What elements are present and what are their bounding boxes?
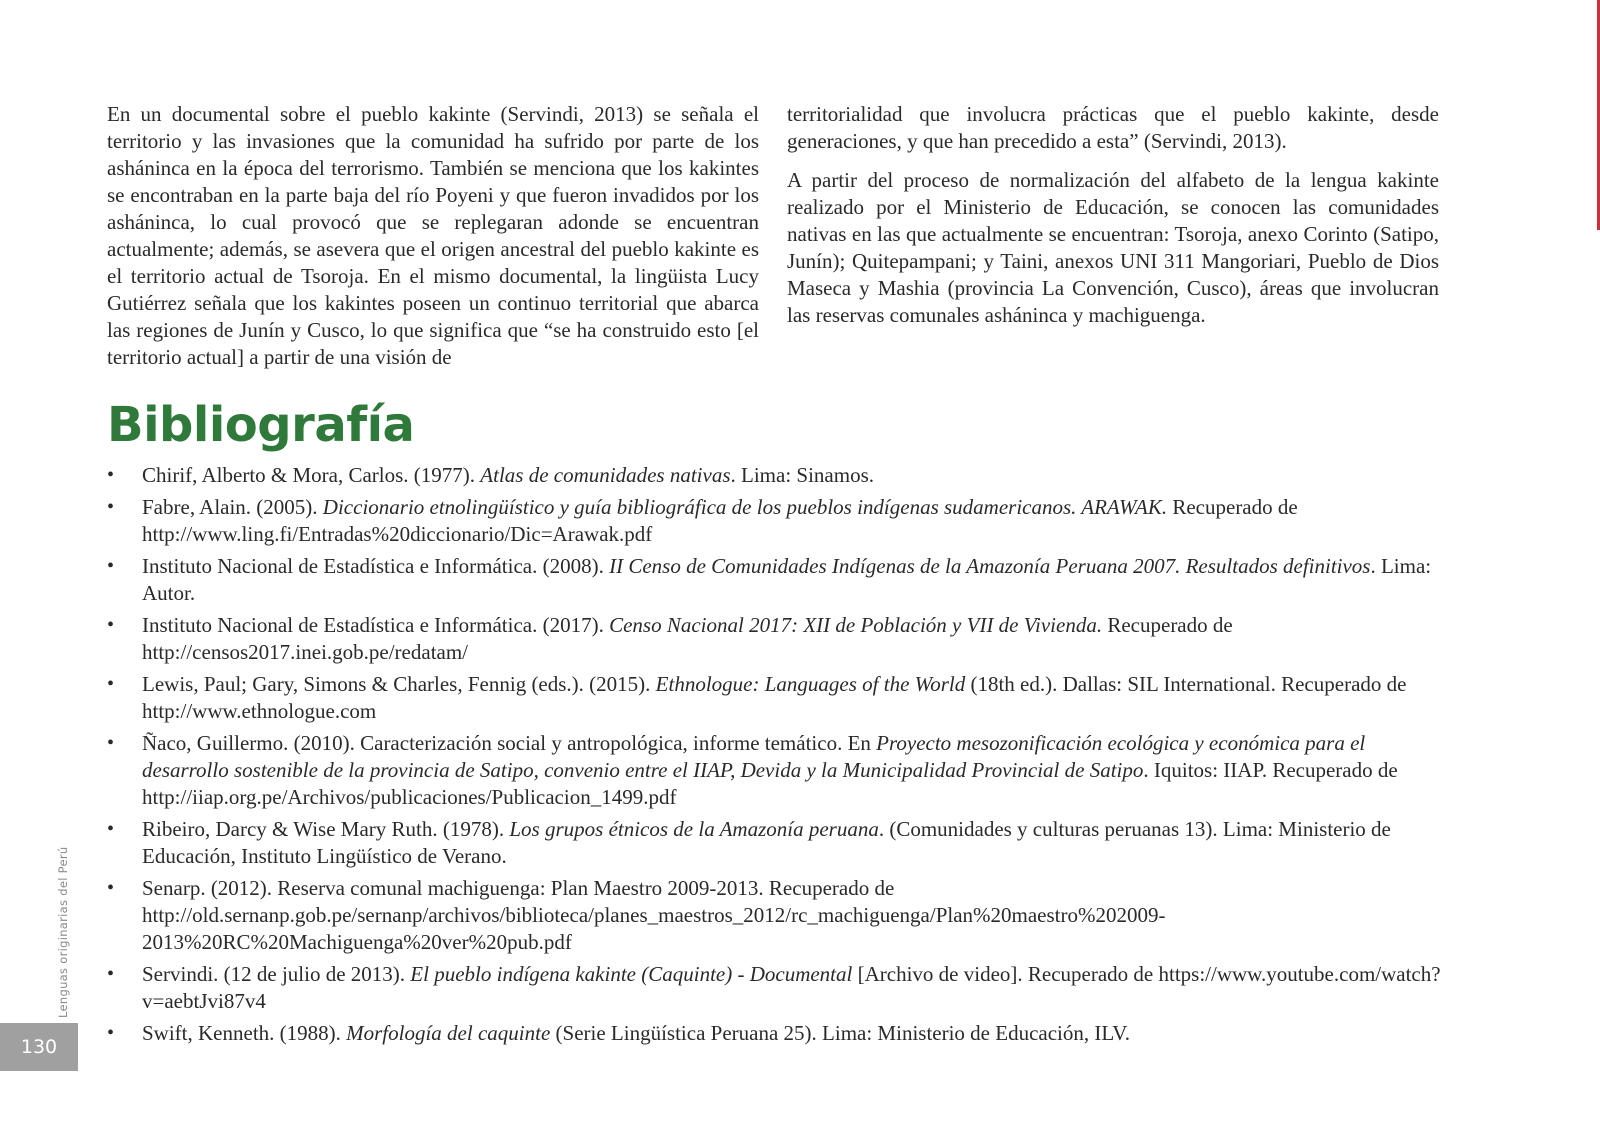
entry-title: Morfología del caquinte bbox=[346, 1021, 551, 1045]
entry-title: El pueblo indígena kakinte (Caquinte) - Documental bbox=[410, 962, 853, 986]
entry-title: Proyecto mesozonificación ecológica y económica para el desarrollo sostenible de la provincia de Satipo, convenio entre el IIAP, Devida y la Municipalidad Provincial de Satipo bbox=[142, 731, 1366, 782]
paragraph: A partir del proceso de normalización del alfabeto de la lengua kakinte realizado por el Ministerio de Educación, se conocen las comunidades nativas en las que actualmente se encuentran: Tsoroja, anexo Corinto (Satipo, Junín); Quitepampani; y Taini, anexos UNI 311 Mangoriari, Pueblo de Dios Maseca y Mashia (provincia La Convención, Cusco), áreas que involucran las reservas comunales asháninca y machiguenga. bbox=[787, 168, 1439, 327]
text-column-right bbox=[787, 101, 1439, 383]
entry-source-text: Recuperado de http://www.ling.fi/Entradas%20diccionario/Dic=Arawak.pdf bbox=[142, 495, 1298, 546]
entry-title: II Censo de Comunidades Indígenas de la Amazonía Peruana 2007. Resultados definitivos bbox=[609, 554, 1371, 578]
entry-source-text: . Lima: Autor. bbox=[142, 554, 1432, 605]
bibliography-list bbox=[107, 462, 1447, 1052]
text-column-left bbox=[107, 101, 759, 383]
entry-author-text: Swift, Kenneth. (1988). bbox=[142, 1021, 347, 1045]
bibliography-entry bbox=[107, 875, 1447, 956]
entry-source-text: Recuperado de http://censos2017.inei.gob.pe/redatam/ bbox=[142, 613, 1233, 664]
entry-source-text: . Iquitos: IIAP. Recuperado de http://iiap.org.pe/Archivos/publicaciones/Publicacion_1499.pdf bbox=[142, 758, 1398, 809]
bibliography-entry bbox=[107, 730, 1447, 811]
paragraph: En un documental sobre el pueblo kakinte (Servindi, 2013) se señala el territorio y las invasiones que la comunidad ha sufrido por parte de los asháninca en la época del terrorismo. También se menciona que los kakintes se encontraban en la parte baja del río Poyeni y que fueron invadidos por los asháninca, lo cual provocó que se replegaran adonde se encuentran actualmente; además, se asevera que el origen ancestral del pueblo kakinte es el territorio actual de Tsoroja. En el mismo documental, la lingüista Lucy Gutiérrez señala que los kakintes poseen un continuo territorial que abarca las regiones de Junín y Cusco, lo que significa que “se ha construido esto [el territorio actual] a partir de una visión de bbox=[107, 102, 759, 369]
entry-source-text: . (Comunidades y culturas peruanas 13). Lima: Ministerio de Educación, Instituto Lingüístico de Verano. bbox=[142, 817, 1391, 868]
entry-author-text: Senarp. (2012). Reserva comunal machiguenga: Plan Maestro 2009-2013. Recuperado de http://old.sernanp.gob.pe/sernanp/archivos/biblioteca/planes_maestros_2012/rc_machiguenga/Plan%20maestro%202009-2013%20RC%20Machiguenga%20ver%20pub.pdf bbox=[142, 876, 1166, 954]
bibliography-heading: Bibliografía bbox=[107, 397, 415, 453]
bibliography-entry bbox=[107, 462, 1447, 489]
bibliography-entry bbox=[107, 553, 1447, 607]
entry-author-text: Instituto Nacional de Estadística e Informática. (2008). bbox=[142, 554, 610, 578]
entry-author-text: Servindi. (12 de julio de 2013). bbox=[142, 962, 411, 986]
running-title: Lenguas originarias del Perú bbox=[56, 846, 70, 1018]
body-columns bbox=[107, 101, 1439, 383]
bibliography-entry bbox=[107, 816, 1447, 870]
entry-author-text: Lewis, Paul; Gary, Simons & Charles, Fennig (eds.). (2015). bbox=[142, 672, 656, 696]
entry-author-text: Instituto Nacional de Estadística e Informática. (2017). bbox=[142, 613, 610, 637]
entry-title: Ethnologue: Languages of the World bbox=[655, 672, 966, 696]
entry-author-text: Ribeiro, Darcy & Wise Mary Ruth. (1978). bbox=[142, 817, 510, 841]
entry-author-text: Ñaco, Guillermo. (2010). Caracterización social y antropológica, informe temático. En bbox=[142, 731, 877, 755]
entry-source-text: (Serie Lingüística Peruana 25). Lima: Ministerio de Educación, ILV. bbox=[550, 1021, 1130, 1045]
page-number: 130 bbox=[0, 1023, 78, 1071]
entry-title: Censo Nacional 2017: XII de Población y VII de Vivienda. bbox=[609, 613, 1103, 637]
entry-source-text: (18th ed.). Dallas: SIL International. Recuperado de http://www.ethnologue.com bbox=[142, 672, 1407, 723]
bibliography-entry bbox=[107, 494, 1447, 548]
entry-author-text: Fabre, Alain. (2005). bbox=[142, 495, 323, 519]
bibliography-entry bbox=[107, 612, 1447, 666]
bibliography-entry bbox=[107, 1020, 1447, 1047]
entry-source-text: . Lima: Sinamos. bbox=[730, 463, 875, 487]
entry-title: Atlas de comunidades nativas bbox=[480, 463, 731, 487]
entry-source-text: [Archivo de video]. Recuperado de https://www.youtube.com/watch?v=aebtJvi87v4 bbox=[142, 962, 1441, 1013]
entry-author-text: Chirif, Alberto & Mora, Carlos. (1977). bbox=[142, 463, 481, 487]
bibliography-entry bbox=[107, 671, 1447, 725]
bibliography-entry bbox=[107, 961, 1447, 1015]
paragraph: territorialidad que involucra prácticas que el pueblo kakinte, desde generaciones, y que han precedido a esta” (Servindi, 2013). bbox=[787, 102, 1439, 153]
entry-title: Los grupos étnicos de la Amazonía peruana bbox=[509, 817, 879, 841]
entry-title: Diccionario etnolingüístico y guía bibliográfica de los pueblos indígenas sudamericanos. ARAWAK. bbox=[322, 495, 1168, 519]
